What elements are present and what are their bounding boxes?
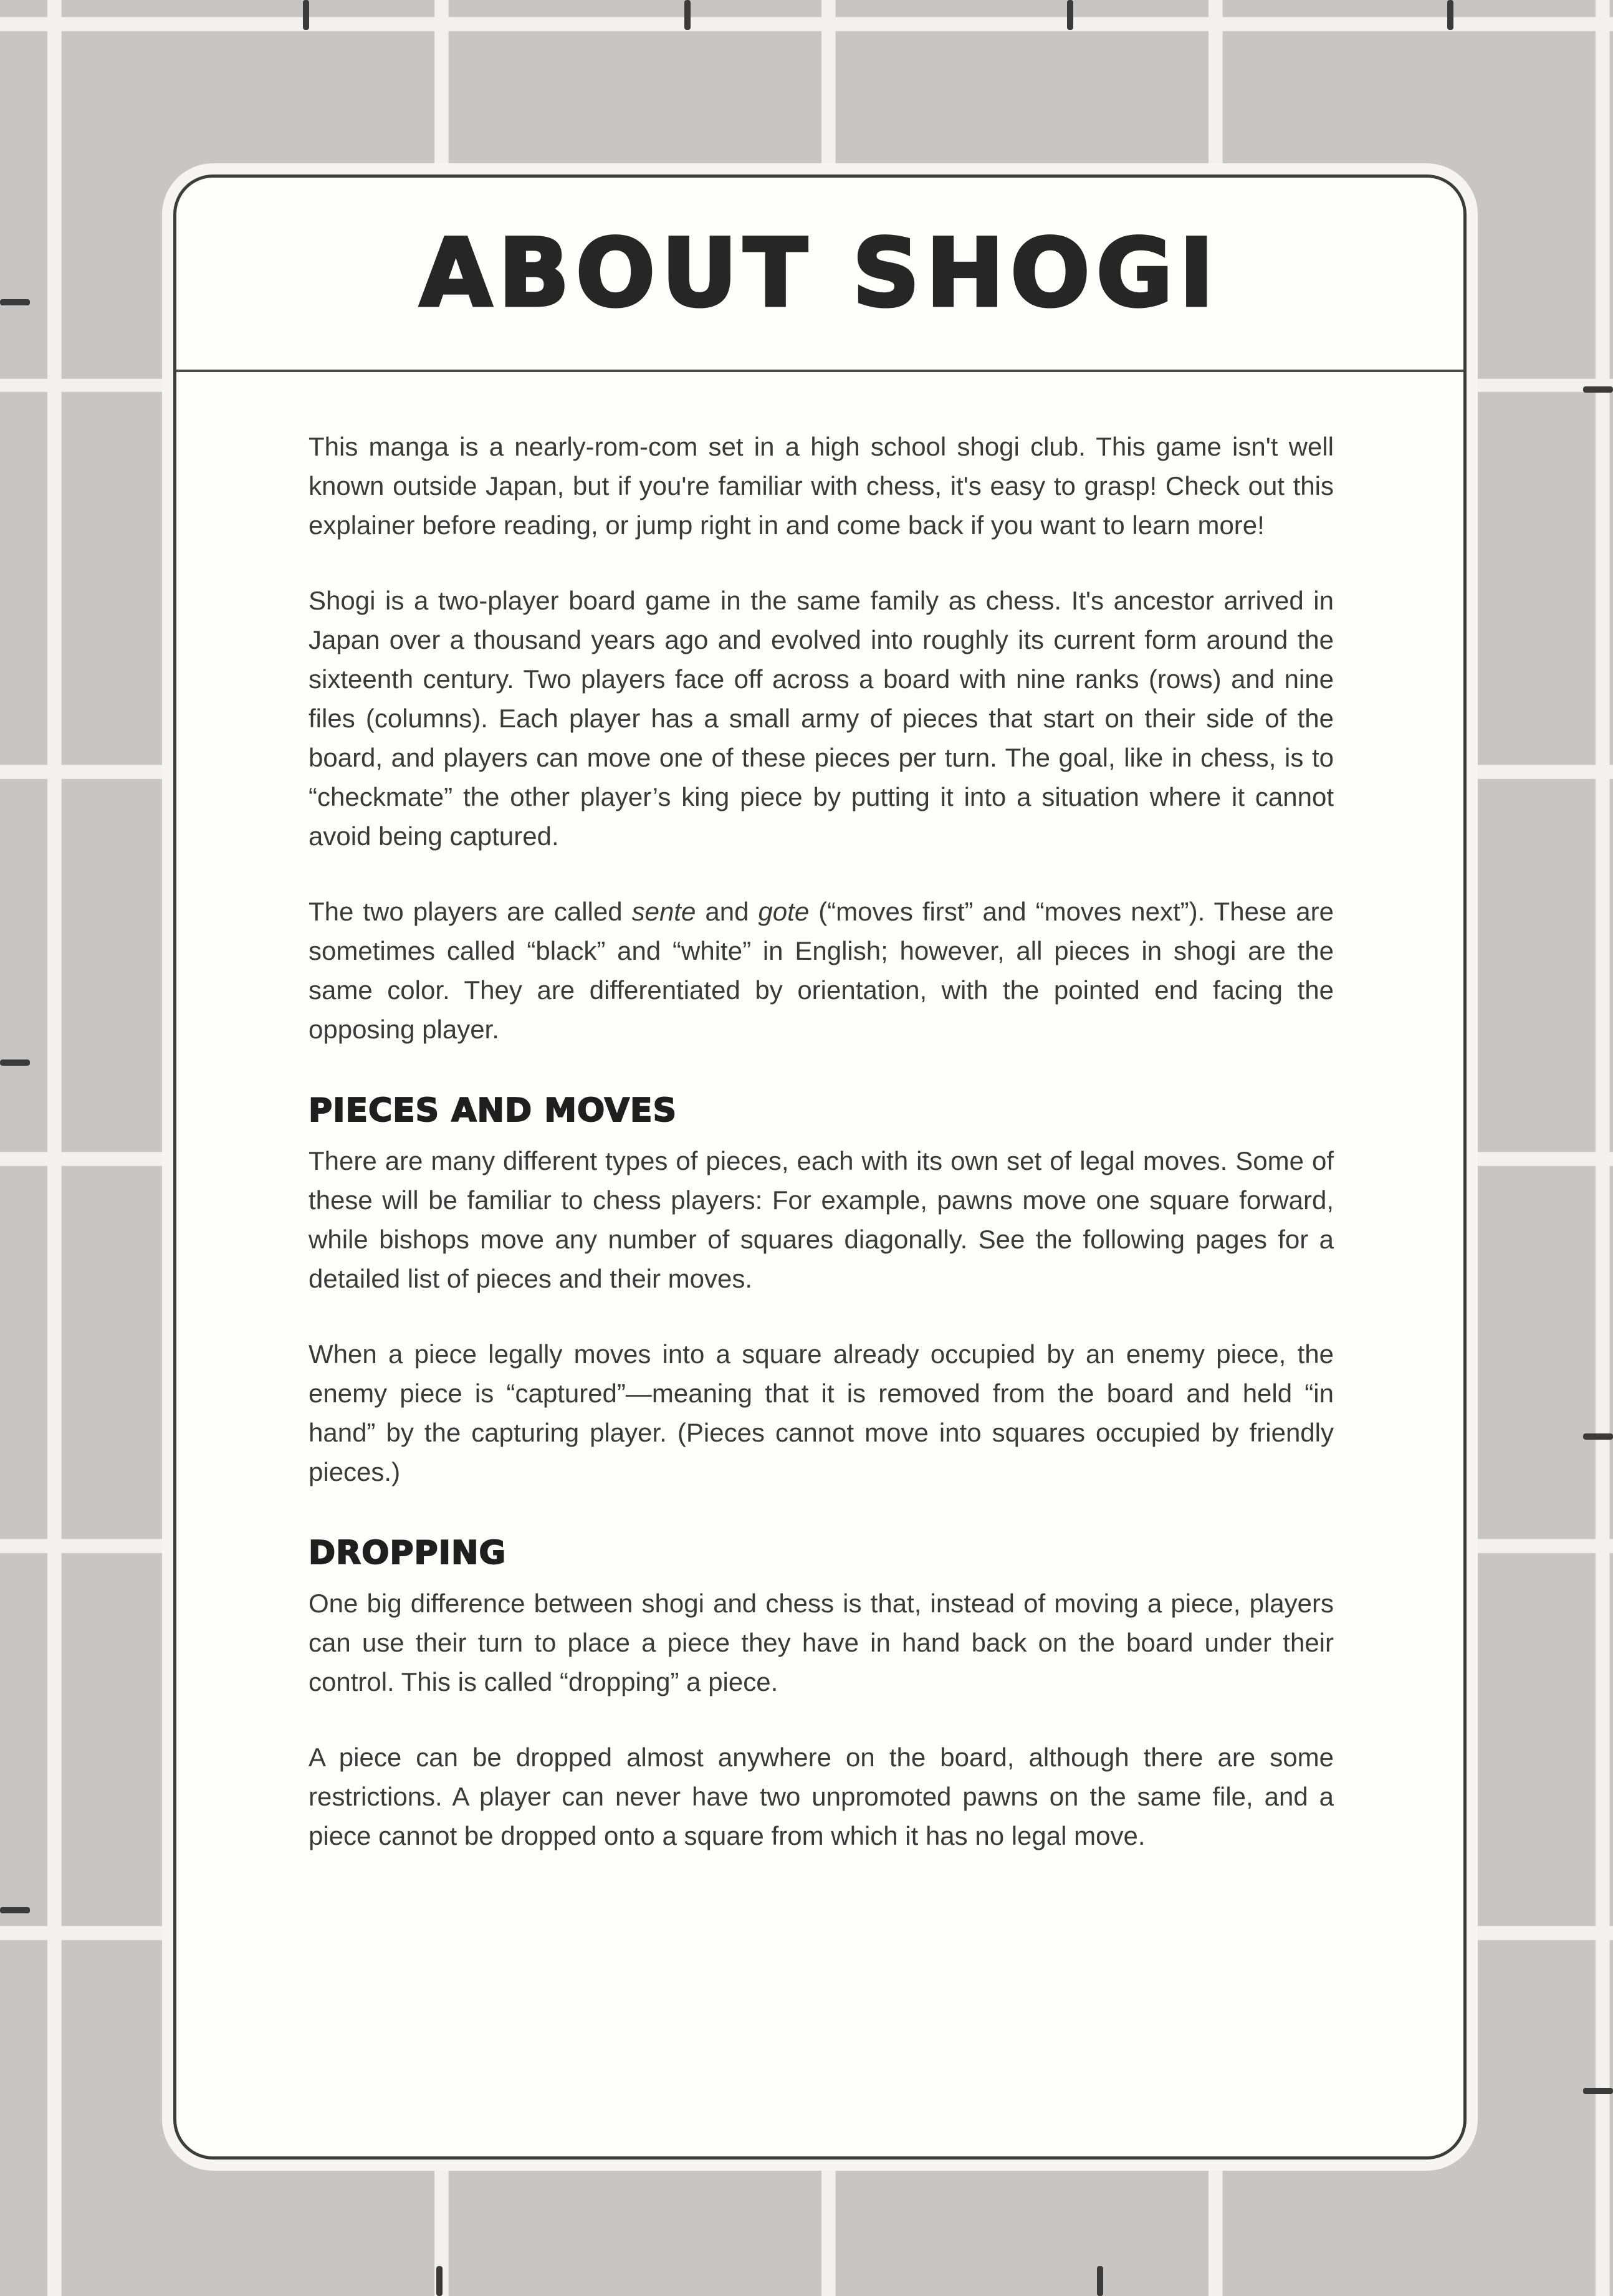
grid-tick bbox=[1067, 0, 1073, 30]
dropping-paragraph-1: One big difference between shogi and chess is that, instead of moving a piece, players can use their turn to place a piece they have in hand back on the board under their control. This is called “dropping” a piece. bbox=[309, 1589, 1334, 1696]
grid-tick bbox=[0, 1060, 30, 1066]
section-heading-dropping: DROPPING bbox=[309, 1534, 507, 1572]
intro-paragraph-2: Shogi is a two-player board game in the same family as chess. It's ancestor arrived in Japan over a thousand years ago and evolved into roughly its current form around the sixteenth century. Two players face off across a board with nine ranks (rows) and nine files (columns). Each player has a small army of pieces that start on their side of the board, and players can move one of these pieces per turn. The goal, like in chess, is to “checkmate” the other player’s king piece by putting it into a situation where it cannot avoid being captured. bbox=[309, 586, 1334, 851]
section-heading-pieces-and-moves: PIECES AND MOVES bbox=[309, 1092, 677, 1129]
grid-tick bbox=[0, 299, 30, 305]
about-shogi-card bbox=[173, 175, 1467, 2160]
grid-tick bbox=[1097, 2266, 1103, 2296]
term-gote: gote bbox=[758, 897, 810, 926]
pieces-and-moves-paragraph-1: There are many different types of pieces, each with its own set of legal moves. Some of these will be familiar to chess players: For example, pawns move one square forward, while bishops move any number of squares diagonally. See the following pages for a detailed list of pieces and their moves. bbox=[309, 1146, 1334, 1293]
dropping-paragraph-2: A piece can be dropped almost anywhere on the board, although there are some restrictions. A player can never have two unpromoted pawns on the same file, and a piece cannot be dropped onto a square from which it has no legal move. bbox=[309, 1743, 1334, 1850]
card-body bbox=[176, 372, 1463, 1855]
grid-tick bbox=[1583, 2088, 1613, 2094]
grid-tick bbox=[0, 1907, 30, 1913]
grid-tick bbox=[303, 0, 309, 30]
p3-text-b: and bbox=[696, 897, 759, 926]
page-title: ABOUT SHOGI bbox=[419, 219, 1220, 328]
term-sente: sente bbox=[631, 897, 696, 926]
pieces-and-moves-paragraph-2: When a piece legally moves into a square already occupied by an enemy piece, the enemy piece is “captured”—meaning that it is removed from the board and held “in hand” by the capturing player. (Pieces cannot move into squares occupied by friendly pieces.) bbox=[309, 1339, 1334, 1486]
grid-tick bbox=[1583, 1433, 1613, 1440]
card-header bbox=[176, 178, 1463, 372]
p3-text-a: The two players are called bbox=[309, 897, 632, 926]
intro-paragraph-3 bbox=[309, 892, 1334, 1049]
intro-paragraph-1: This manga is a nearly-rom-com set in a high school shogi club. This game isn't well known outside Japan, but if you're familiar with chess, it's easy to grasp! Check out this explainer before reading, or jump right in and come back if you want to learn more! bbox=[309, 432, 1334, 540]
grid-tick bbox=[1583, 386, 1613, 393]
p3-text-c: (“moves first” and “moves next”). These are sometimes called “black” and “white” in English; however, all pieces in shogi are the same color. They are differentiated by orientation, with the pointed end facing the opposing player. bbox=[309, 897, 1334, 1044]
grid-tick bbox=[436, 2266, 443, 2296]
grid-tick bbox=[1447, 0, 1453, 30]
grid-tick bbox=[684, 0, 691, 30]
